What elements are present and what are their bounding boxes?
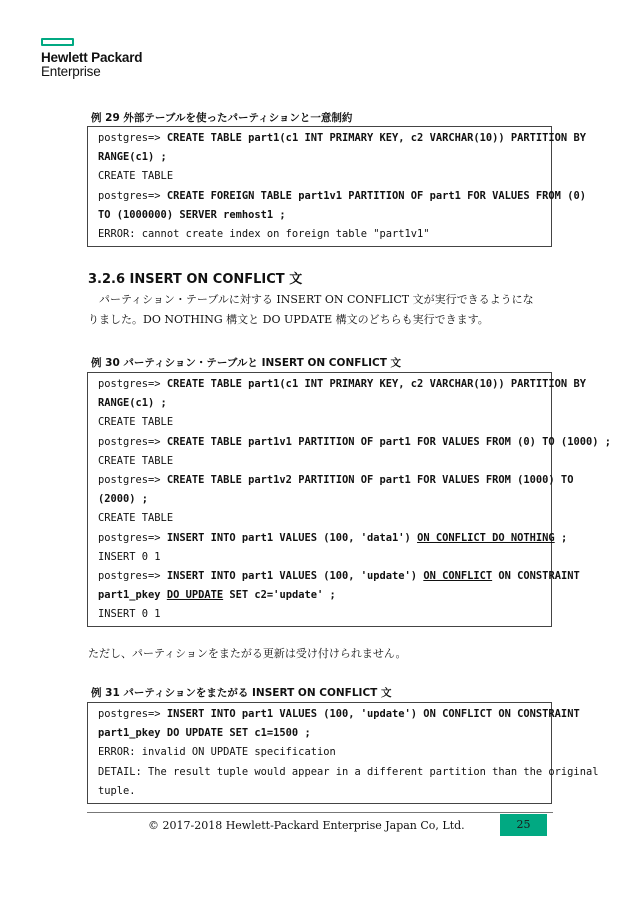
code-command-segment: RANGE(c1) ; xyxy=(98,151,167,164)
code-line xyxy=(98,509,551,528)
code-line xyxy=(98,471,574,490)
code-command-segment: RANGE(c1) ; xyxy=(98,397,167,410)
code-line xyxy=(98,586,551,605)
code-output-segment: DETAIL: The result tuple would appear in a different partition than the original xyxy=(98,765,599,778)
code-output-segment: ERROR: cannot create index on foreign table "part1v1" xyxy=(98,227,430,240)
code-command-segment: ON CONSTRAINT xyxy=(492,569,580,582)
code-output-segment: CREATE TABLE xyxy=(98,170,174,183)
page-number: 25 xyxy=(500,814,547,836)
code-line xyxy=(98,529,568,548)
code-underlined-segment: ON CONFLICT DO NOTHING xyxy=(417,531,555,544)
code-command-segment: (2000) ; xyxy=(98,493,149,506)
example-29-caption: 例 29 外部テーブルを使ったパーティションと一意制約 xyxy=(91,112,353,124)
example-31-caption: 例 31 パーティションをまたがる INSERT ON CONFLICT 文 xyxy=(91,687,392,699)
code-line xyxy=(98,452,551,471)
code-line xyxy=(98,375,586,394)
code-line xyxy=(98,782,551,801)
code-command-segment: SET c2='update' ; xyxy=(223,589,336,602)
code-output-segment: postgres=> xyxy=(98,378,167,390)
example-30-code-block xyxy=(87,372,611,627)
hpe-logo xyxy=(41,38,142,79)
code-line xyxy=(98,129,586,148)
code-line xyxy=(98,705,580,724)
example-29-code-block xyxy=(87,126,586,247)
code-output-segment: tuple. xyxy=(98,784,136,797)
code-line xyxy=(98,567,580,586)
code-line xyxy=(98,206,551,225)
section-title: INSERT ON CONFLICT 文 xyxy=(129,272,303,287)
hpe-logo-bar xyxy=(41,38,74,46)
code-line xyxy=(98,394,551,413)
code-output-segment: ERROR: invalid ON UPDATE specification xyxy=(98,746,336,759)
code-underlined-segment: ON CONFLICT xyxy=(423,569,493,582)
code-output-segment: CREATE TABLE xyxy=(98,416,174,429)
paragraph-insert-on-conflict xyxy=(88,290,558,330)
logo-text-line2: Enterprise xyxy=(41,64,101,79)
code-line xyxy=(98,167,551,186)
code-line xyxy=(98,724,551,743)
code-command-segment: INSERT INTO part1 VALUES (100, 'update') ON CONFLICT ON CONSTRAINT xyxy=(166,708,580,720)
code-output-segment: postgres=> xyxy=(98,189,167,202)
code-command-segment: CREATE TABLE part1v2 PARTITION OF part1 FOR VALUES FROM (1000) TO xyxy=(166,473,574,486)
footer-copyright: © 2017-2018 Hewlett-Packard Enterprise Japan Co, Ltd. xyxy=(148,819,465,832)
code-output-segment: postgres=> xyxy=(98,473,167,486)
code-output-segment: postgres=> xyxy=(98,531,167,544)
example-30-caption: 例 30 パーティション・テーブルと INSERT ON CONFLICT 文 xyxy=(91,357,402,369)
code-line xyxy=(98,490,551,509)
logo-text-line1: Hewlett Packard xyxy=(41,50,143,65)
code-line xyxy=(98,148,551,167)
code-line xyxy=(98,548,551,567)
code-output-segment: INSERT 0 1 xyxy=(98,550,161,563)
code-command-segment: part1_pkey xyxy=(98,589,167,602)
code-command-segment: INSERT INTO part1 VALUES (100, 'data1') xyxy=(166,531,418,544)
code-output-segment: CREATE TABLE xyxy=(98,454,174,467)
code-underlined-segment: DO UPDATE xyxy=(166,589,224,602)
paragraph-line-2: りました。DO NOTHING 構文と DO UPDATE 構文のどちらも実行できます。 xyxy=(88,313,489,326)
code-output-segment: postgres=> xyxy=(98,569,167,582)
section-heading xyxy=(88,268,302,287)
code-line xyxy=(98,743,551,762)
code-output-segment: postgres=> xyxy=(98,708,167,720)
code-command-segment: CREATE TABLE part1v1 PARTITION OF part1 FOR VALUES FROM (0) TO (1000) ; xyxy=(166,435,611,448)
code-line xyxy=(98,187,586,206)
code-command-segment: part1_pkey DO UPDATE SET c1=1500 ; xyxy=(98,727,311,740)
code-output-segment: INSERT 0 1 xyxy=(98,608,161,621)
code-command-segment: TO (1000000) SERVER remhost1 ; xyxy=(98,208,286,221)
code-command-segment: CREATE TABLE part1(c1 INT PRIMARY KEY, c2 VARCHAR(10)) PARTITION BY xyxy=(166,378,586,390)
code-output-segment: postgres=> xyxy=(98,435,167,448)
code-line xyxy=(98,763,599,782)
paragraph-cross-partition-note: ただし、パーティションをまたがる更新は受け付けられません。 xyxy=(88,647,407,660)
code-output-segment: CREATE TABLE xyxy=(98,512,174,525)
code-command-segment: INSERT INTO part1 VALUES (100, 'update') xyxy=(166,569,424,582)
code-line xyxy=(98,605,551,624)
code-output-segment: postgres=> xyxy=(98,132,167,144)
code-line xyxy=(98,433,611,452)
section-number: 3.2.6 xyxy=(88,272,126,287)
code-line xyxy=(98,413,551,432)
code-command-segment: CREATE TABLE part1(c1 INT PRIMARY KEY, c2 VARCHAR(10)) PARTITION BY xyxy=(166,132,586,144)
code-command-segment: ; xyxy=(554,531,568,544)
paragraph-line-1: パーティション・テーブルに対する INSERT ON CONFLICT 文が実行できるようにな xyxy=(88,293,534,306)
code-line xyxy=(98,225,551,244)
example-31-code-block xyxy=(87,702,599,804)
footer-divider xyxy=(87,812,553,813)
code-command-segment: CREATE FOREIGN TABLE part1v1 PARTITION OF part1 FOR VALUES FROM (0) xyxy=(166,189,586,202)
